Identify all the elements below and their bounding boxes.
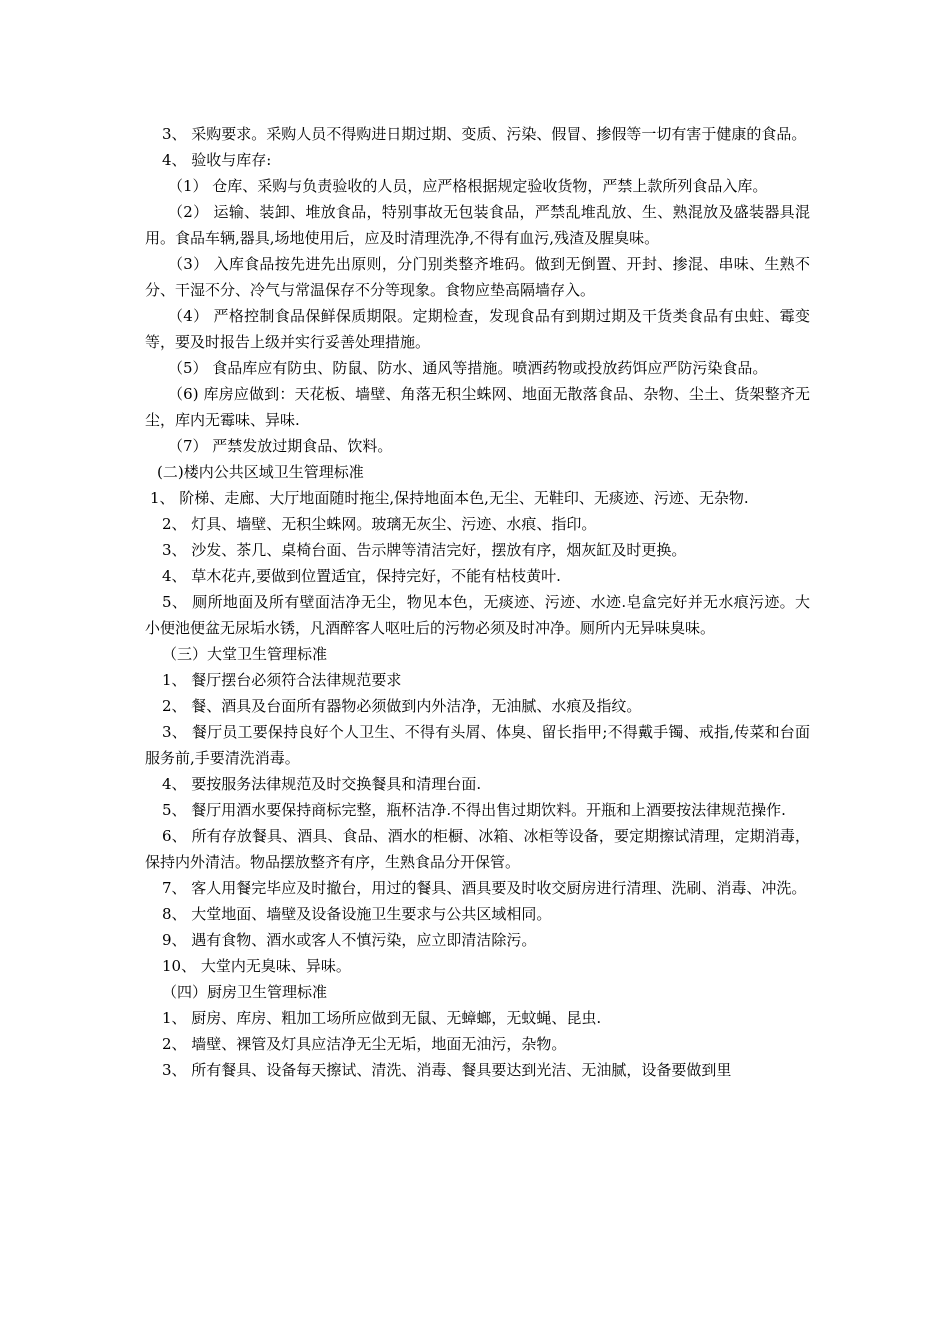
paragraph: 1、 厨房、库房、粗加工场所应做到无鼠、无蟑螂，无蚊蝇、昆虫. — [162, 1009, 602, 1027]
document-body — [145, 121, 810, 1083]
paragraph: 6、 所有存放餐具、酒具、食品、酒水的柜橱、冰箱、冰柜等设备，要定期擦试清理，定期消毒，保持内外清洁。物品摆放整齐有序，生熟食品分开保管。 — [145, 827, 810, 871]
paragraph: 1、 餐厅摆台必须符合法律规范要求 — [162, 671, 402, 689]
paragraph: 2、 墙壁、裸管及灯具应洁净无尘无垢，地面无油污，杂物。 — [162, 1035, 567, 1053]
paragraph: 5、 厕所地面及所有壁面洁净无尘，物见本色，无痰迹、污迹、水迹.皂盒完好并无水痕污迹。大小便池便盆无尿垢水锈，凡酒醉客人呕吐后的污物必须及时冲净。厕所内无异味臭味。 — [145, 593, 810, 637]
paragraph: 8、 大堂地面、墙壁及设备设施卫生要求与公共区域相同。 — [162, 905, 552, 923]
paragraph: (二)楼内公共区域卫生管理标准 — [157, 463, 364, 481]
paragraph: 4、 验收与库存: — [162, 151, 272, 169]
paragraph: 3、 沙发、茶几、桌椅台面、告示牌等清洁完好，摆放有序，烟灰缸及时更换。 — [162, 541, 687, 559]
paragraph: 5、 餐厅用酒水要保持商标完整，瓶杯洁净.不得出售过期饮料。开瓶和上酒要按法律规范操作. — [162, 801, 786, 819]
paragraph: 7、 客人用餐完毕应及时撤台，用过的餐具、酒具要及时收交厨房进行清理、洗刷、消毒、冲洗。 — [162, 879, 807, 897]
paragraph: （6) 库房应做到：天花板、墙壁、角落无积尘蛛网、地面无散落食品、杂物、尘土、货架整齐无尘，库内无霉味、异味. — [145, 385, 810, 429]
paragraph: （四）厨房卫生管理标准 — [162, 983, 328, 1001]
paragraph: 3、 采购要求。采购人员不得购进日期过期、变质、污染、假冒、掺假等一切有害于健康的食品。 — [162, 125, 807, 143]
paragraph: 3、 所有餐具、设备每天擦试、清洗、消毒、餐具要达到光洁、无油腻，设备要做到里 — [162, 1061, 732, 1079]
paragraph: 2、 餐、酒具及台面所有器物必须做到内外洁净，无油腻、水痕及指纹。 — [162, 697, 642, 715]
paragraph: 2、 灯具、墙壁、无积尘蛛网。玻璃无灰尘、污迹、水痕、指印。 — [162, 515, 597, 533]
paragraph: 4、 要按服务法律规范及时交换餐具和清理台面. — [162, 775, 482, 793]
paragraph: （4） 严格控制食品保鲜保质期限。定期检查，发现食品有到期过期及干货类食品有虫蛀、霉变等，要及时报告上级并实行妥善处理措施。 — [145, 307, 810, 351]
paragraph: （5） 食品库应有防虫、防鼠、防水、通风等措施。喷洒药物或投放药饵应严防污染食品。 — [168, 359, 768, 377]
paragraph: 9、 遇有食物、酒水或客人不慎污染，应立即清洁除污。 — [162, 931, 537, 949]
paragraph: 1、 阶梯、走廊、大厅地面随时拖尘,保持地面本色,无尘、无鞋印、无痰迹、污迹、无杂物. — [150, 489, 749, 507]
paragraph: （2） 运输、装卸、堆放食品，特别事故无包装食品，严禁乱堆乱放、生、熟混放及盛装器具混用。食品车辆,器具,场地使用后，应及时清理洗净,不得有血污,残渣及腥臭味。 — [145, 203, 810, 247]
paragraph: （3） 入库食品按先进先出原则，分门别类整齐堆码。做到无倒置、开封、掺混、串味、生熟不分、干湿不分、冷气与常温保存不分等现象。食物应垫高隔墙存入。 — [145, 255, 810, 299]
paragraph: 10、 大堂内无臭味、异味。 — [162, 957, 351, 975]
paragraph: 4、 草木花卉,要做到位置适宜，保持完好，不能有枯枝黄叶. — [162, 567, 561, 585]
paragraph: （1） 仓库、采购与负责验收的人员，应严格根据规定验收货物，严禁上款所列食品入库。 — [168, 177, 768, 195]
paragraph: （7） 严禁发放过期食品、饮料。 — [168, 437, 393, 455]
paragraph: 3、 餐厅员工要保持良好个人卫生、不得有头屑、体臭、留长指甲;不得戴手镯、戒指,传菜和台面服务前,手要清洗消毒。 — [145, 723, 810, 767]
paragraph: （三）大堂卫生管理标准 — [162, 645, 328, 663]
